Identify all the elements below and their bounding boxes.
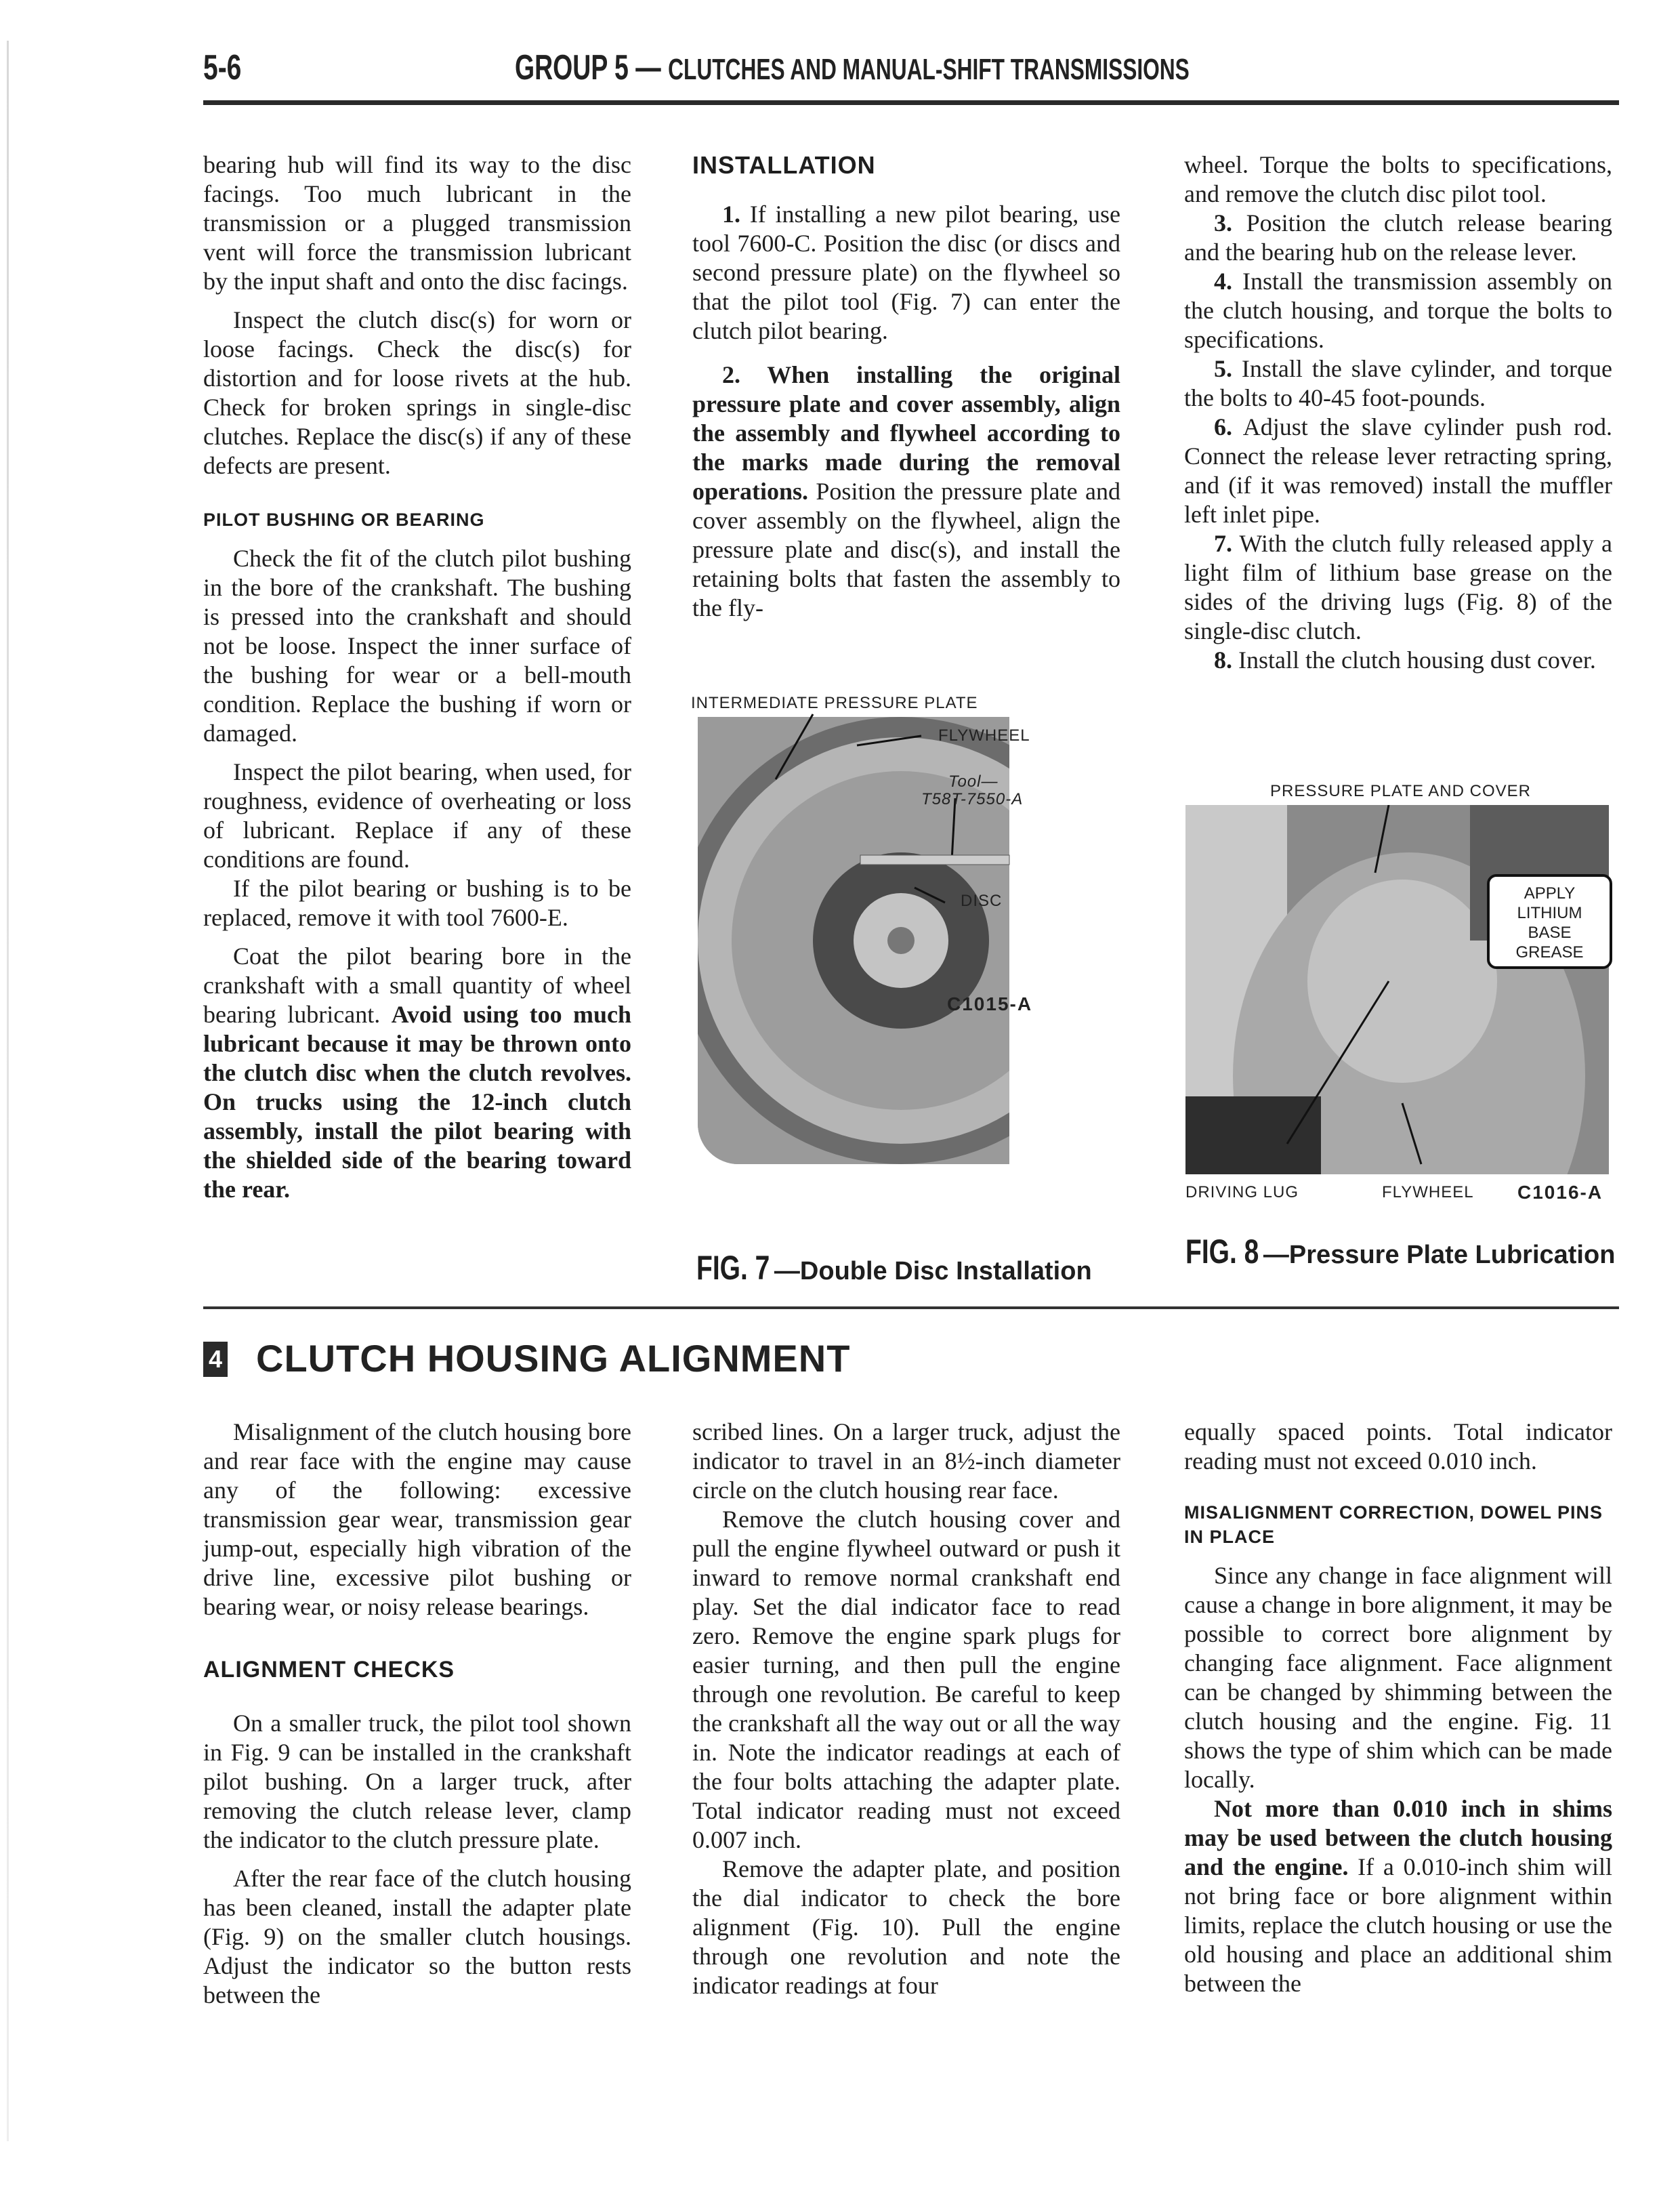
step-number: 7.: [1214, 530, 1232, 557]
heading-alignment-checks: ALIGNMENT CHECKS: [203, 1657, 455, 1683]
step-number: 1.: [722, 201, 740, 228]
paragraph: Remove the clutch housing cover and pull the engine flywheel outward or push it inward to remove normal crankshaft end play. Set the dial indicator face to read zero. Remove the engine spark plugs for easier turning, and then pull the engine through one revolution. Be careful to keep the crankshaft all the way out or all the way in. Note the indicator readings at each of the four bolts attaching the adapter plate. Total indicator reading must not exceed 0.007 inch.: [692, 1506, 1120, 1853]
heading-installation: INSTALLATION: [692, 151, 876, 179]
callout-line: BASE: [1528, 924, 1572, 942]
header-rule: [203, 100, 1619, 105]
step-number: 8.: [1214, 646, 1232, 674]
paragraph: Misalignment of the clutch housing bore and rear face with the engine may cause any of the following: excessive transmission gear wear, transmission gear jump-out, especially high vibration of the drive line, excessive pilot bushing or bearing wear, or noisy release bearings.: [203, 1418, 631, 1620]
figure-code: C1015-A: [947, 993, 1033, 1014]
label-intermediate-pressure-plate: INTERMEDIATE PRESSURE PLATE: [691, 694, 978, 712]
section-rule: [203, 1306, 1619, 1309]
label-flywheel: FLYWHEEL: [938, 726, 1030, 745]
figure-number: FIG. 7: [696, 1249, 770, 1287]
page-header: [203, 47, 1619, 102]
step-text: Install the transmission assembly on the clutch housing, and torque the bolts to specifications.: [1184, 268, 1612, 353]
column-3-top: [1184, 150, 1612, 675]
callout-lines: [684, 691, 1145, 1287]
page-edge: [7, 41, 9, 2141]
step-text: If installing a new pilot bearing, use tool 7600-C. Position the disc (or discs and second pressure plate) on the flywheel so that the pilot tool (Fig. 7) can enter the clutch pilot bearing.: [692, 201, 1120, 344]
figure-7: [684, 691, 1145, 1287]
figure-title: —Double Disc Installation: [774, 1257, 1092, 1285]
group-label: GROUP 5: [515, 48, 629, 87]
step-7: [1184, 529, 1612, 646]
grease-callout: [1487, 874, 1612, 969]
step-number: 3.: [1214, 209, 1232, 236]
pressure-plate-photo: [1185, 805, 1609, 1174]
label-tool: Tool—: [948, 772, 999, 791]
paragraph: Inspect the clutch disc(s) for worn or loose facings. Check the disc(s) for distortion and for loose rivets at the hub. Check for broken springs in single-disc clutches. Replace the disc(s) if any of these defects are present.: [203, 306, 631, 479]
paragraph: Inspect the pilot bearing, when used, for roughness, evidence of overheating or loss of lubricant. Replace if any of these conditions are found.: [203, 758, 631, 873]
step-text: With the clutch fully released apply a light film of lithium base grease on the sides of the driving lugs (Fig. 8) of the single-disc clutch.: [1184, 530, 1612, 644]
figure-title: —Pressure Plate Lubrication: [1263, 1241, 1616, 1269]
paragraph: bearing hub will find its way to the disc facings. Too much lubricant in the transmission or a plugged transmission vent will force the transmission lubricant by the input shaft and onto the disc facings.: [203, 151, 631, 295]
paragraph: Since any change in face alignment will cause a change in bore alignment, it may be possible to correct bore alignment by changing face alignment. Face alignment can be changed by shimming between the clutch housing and the engine. Fig. 11 shows the type of shim which can be made locally.: [1184, 1562, 1612, 1793]
text: Coat the pilot bearing bore in the crankshaft with a small quantity of wheel bearing lubricant.: [203, 943, 631, 1028]
step-number: 5.: [1214, 355, 1232, 382]
step-number: 2.: [722, 361, 740, 388]
step-8: [1184, 646, 1612, 675]
step-3: [1184, 209, 1612, 267]
paragraph: [203, 942, 631, 1204]
paragraph: Remove the adapter plate, and position the dial indicator to check the bore alignment (Fig. 10). Pull the engine through one revolution and note the indicator readings at four: [692, 1855, 1120, 1999]
label-pressure-plate-and-cover: PRESSURE PLATE AND COVER: [1270, 782, 1531, 800]
paragraph: scribed lines. On a larger truck, adjust the indicator to travel in an 8½-inch diameter circle on the clutch housing rear face.: [692, 1418, 1120, 1504]
step-bold-text: When installing the original pressure plate and cover assembly, align the assembly and flywheel according to the marks made during the removal operations.: [692, 361, 1120, 505]
figure-number: FIG. 8: [1185, 1233, 1259, 1271]
step-2: [692, 360, 1120, 623]
paragraph: equally spaced points. Total indicator reading must not exceed 0.010 inch.: [1184, 1418, 1612, 1474]
paragraph: [1184, 1794, 1612, 1998]
group-title: CLUTCHES AND MANUAL-SHIFT TRANSMISSIONS: [668, 53, 1190, 86]
step-text: Install the clutch housing dust cover.: [1232, 646, 1596, 674]
label-flywheel: FLYWHEEL: [1382, 1183, 1474, 1201]
section-number-badge: 4: [203, 1342, 228, 1377]
warning-text: Not more than 0.010 inch in shims may be used between the clutch housing and the engine.: [1184, 1795, 1612, 1880]
step-text: Install the slave cylinder, and torque the bolts to 40-45 foot-pounds.: [1184, 355, 1612, 411]
column-2-top: [692, 150, 1120, 623]
column-3-bottom: [1184, 1418, 1612, 1998]
callout-line: APPLY: [1524, 884, 1576, 903]
subheading-pilot-bushing: PILOT BUSHING OR BEARING: [203, 510, 485, 530]
step-6: [1184, 413, 1612, 529]
column-1-top: [203, 150, 631, 1204]
subheading-misalignment-correction: MISALIGNMENT CORRECTION, DOWEL PINS IN PLACE: [1184, 1502, 1603, 1547]
label-disc: DISC: [961, 892, 1003, 910]
paragraph: wheel. Torque the bolts to specifications, and remove the clutch disc pilot tool.: [1184, 151, 1612, 207]
figure-8: [1179, 779, 1626, 1294]
title-dash: —: [628, 48, 669, 87]
callout-line: LITHIUM: [1517, 904, 1582, 922]
step-text: Position the pressure plate and cover assembly on the flywheel, align the pressure plate and disc(s), and install the retaining bolts that fasten the assembly to the fly-: [692, 478, 1120, 621]
label-driving-lug: DRIVING LUG: [1185, 1183, 1299, 1201]
pressure-plate-illustration: [1185, 805, 1609, 1174]
column-2-bottom: [692, 1418, 1120, 2000]
callout-line: GREASE: [1515, 943, 1584, 962]
column-1-bottom: [203, 1418, 631, 2010]
paragraph: Check the fit of the clutch pilot bushing in the bore of the crankshaft. The bushing is pressed into the crankshaft and should not be loose. Inspect the inner surface of the bushing for wear or a bell-mouth condition. Replace the bushing if worn or damaged.: [203, 545, 631, 747]
figure-8-caption: [1185, 1232, 1615, 1271]
paragraph: After the rear face of the clutch housing has been cleaned, install the adapter plate (Fig. 9) on the smaller clutch housings. Adjust the indicator so the button rests between the: [203, 1865, 631, 2008]
step-1: [692, 200, 1120, 346]
figure-7-caption: [696, 1248, 1092, 1287]
label-tool-number: T58T-7550-A: [921, 790, 1024, 808]
step-5: [1184, 354, 1612, 413]
figure-code: C1016-A: [1517, 1182, 1603, 1203]
running-title: [515, 47, 1190, 88]
page-number: 5-6: [203, 48, 242, 87]
step-text: Adjust the slave cylinder push rod. Connect the release lever retracting spring, and (if it was removed) install the muffler left inlet pipe.: [1184, 413, 1612, 528]
text: If a 0.010-inch shim will not bring face or bore alignment within limits, replace the clutch housing or use the old housing and place an additional shim between the: [1184, 1853, 1612, 1997]
warning-text: Avoid using too much lubricant because it may be thrown onto the clutch disc when the clutch revolves. On trucks using the 12-inch clutch assembly, install the pilot bearing with the shielded side of the bearing toward the rear.: [203, 1001, 631, 1203]
step-4: [1184, 267, 1612, 354]
section-title: CLUTCH HOUSING ALIGNMENT: [256, 1337, 851, 1380]
paragraph: On a smaller truck, the pilot tool shown in Fig. 9 can be installed in the crankshaft pilot bushing. On a larger truck, after removing the clutch release lever, clamp the indicator to the clutch pressure plate.: [203, 1710, 631, 1853]
paragraph: If the pilot bearing or bushing is to be replaced, remove it with tool 7600-E.: [203, 875, 631, 931]
step-text: Position the clutch release bearing and the bearing hub on the release lever.: [1184, 209, 1612, 266]
step-number: 4.: [1214, 268, 1232, 295]
step-number: 6.: [1214, 413, 1232, 440]
